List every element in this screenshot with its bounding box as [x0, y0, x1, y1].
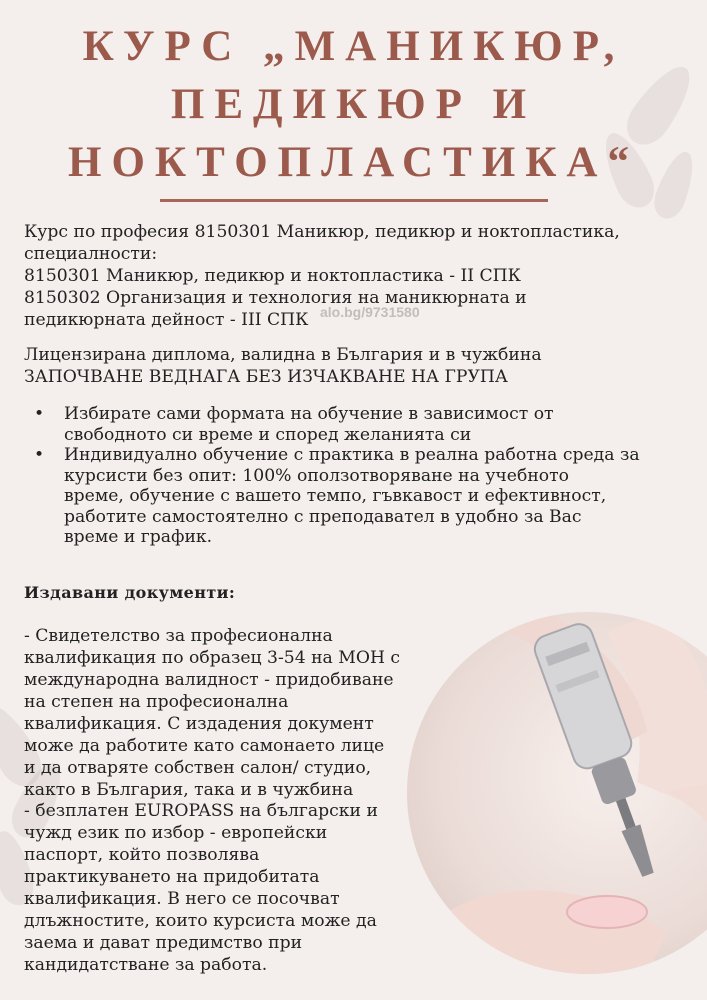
- documents-heading: Издавани документи:: [24, 583, 236, 602]
- text-line: на степен на професионална: [24, 692, 289, 712]
- text-line: може да работите като самонаето лице: [24, 736, 385, 756]
- list-item: [24, 404, 640, 445]
- title-line: ПЕДИКЮР И: [170, 81, 537, 128]
- text-line: паспорт, който позволява: [24, 845, 260, 865]
- text-line: Избирате сами формата на обучение в зависимост от: [64, 404, 554, 424]
- text-line: и да отваряте собствен салон/ студио,: [24, 758, 372, 778]
- text-line: - безплатен EUROPASS на български и: [24, 801, 378, 821]
- text-line: както в България, така и в чужбина: [24, 780, 354, 800]
- text-line: квалификация. В него се посочват: [24, 889, 340, 909]
- text-line: заема и дават предимство при: [24, 933, 303, 953]
- text-line: международна валидност - придобиване: [24, 670, 394, 690]
- manicure-photo: [407, 612, 707, 974]
- watermark: alo.bg/9731580: [320, 304, 420, 320]
- page-title: [0, 18, 707, 192]
- bullet-dot-icon: •: [34, 404, 45, 424]
- document-paragraph-1: [24, 625, 400, 801]
- text-line: Индивидуално обучение с практика в реална работна среда за: [64, 445, 640, 465]
- text-line: - Свидетелство за професионална: [24, 626, 333, 646]
- text-line: Курс по професия 8150301 Маникюр, педикюр и ноктопластика,: [24, 222, 620, 242]
- nail-drill-illustration: [407, 612, 707, 974]
- bullet-dot-icon: •: [34, 445, 45, 465]
- text-line: педикюрната дейност - III СПК: [24, 310, 309, 330]
- text-line: време и график.: [64, 527, 213, 547]
- text-line: 8150302 Организация и технология на маникюрната и: [24, 288, 527, 308]
- text-line: практикуването на придобитата: [24, 867, 320, 887]
- text-line: 8150301 Маникюр, педикюр и ноктопластика - II СПК: [24, 266, 521, 286]
- text-line: квалификация по образец 3-54 на МОН с: [24, 648, 401, 668]
- text-line: свободното си време и според желанията си: [64, 424, 472, 445]
- license-paragraph: [24, 344, 542, 388]
- text-line: длъжностите, които курсиста може да: [24, 911, 377, 931]
- list-item: [24, 445, 640, 548]
- bullet-list: [24, 404, 640, 548]
- text-line: кандидатстване за работа.: [24, 955, 268, 975]
- text-line: работите самостоятелно с преподавател в удобно за Вас: [64, 506, 582, 527]
- text-line: курсисти без опит: 100% оползотворяване на учебното: [64, 465, 569, 486]
- text-line: квалификация. С издадения документ: [24, 714, 374, 734]
- title-line: КУРС „МАНИКЮР,: [82, 23, 625, 70]
- title-line: НОКТОПЛАСТИКА“: [68, 139, 639, 186]
- document-paragraph-2: [24, 800, 378, 976]
- text-line: време, обучение с вашето темпо, гъвкавост и ефективност,: [64, 486, 607, 506]
- text-line: Лицензирана диплома, валидна в България и в чужбина: [24, 345, 542, 365]
- title-divider: [160, 199, 548, 202]
- text-line: специалности:: [24, 244, 158, 264]
- text-line: чужд език по избор - европейски: [24, 823, 328, 843]
- text-line: ЗАПОЧВАНЕ ВЕДНАГА БЕЗ ИЗЧАКВАНЕ НА ГРУПА: [24, 367, 508, 387]
